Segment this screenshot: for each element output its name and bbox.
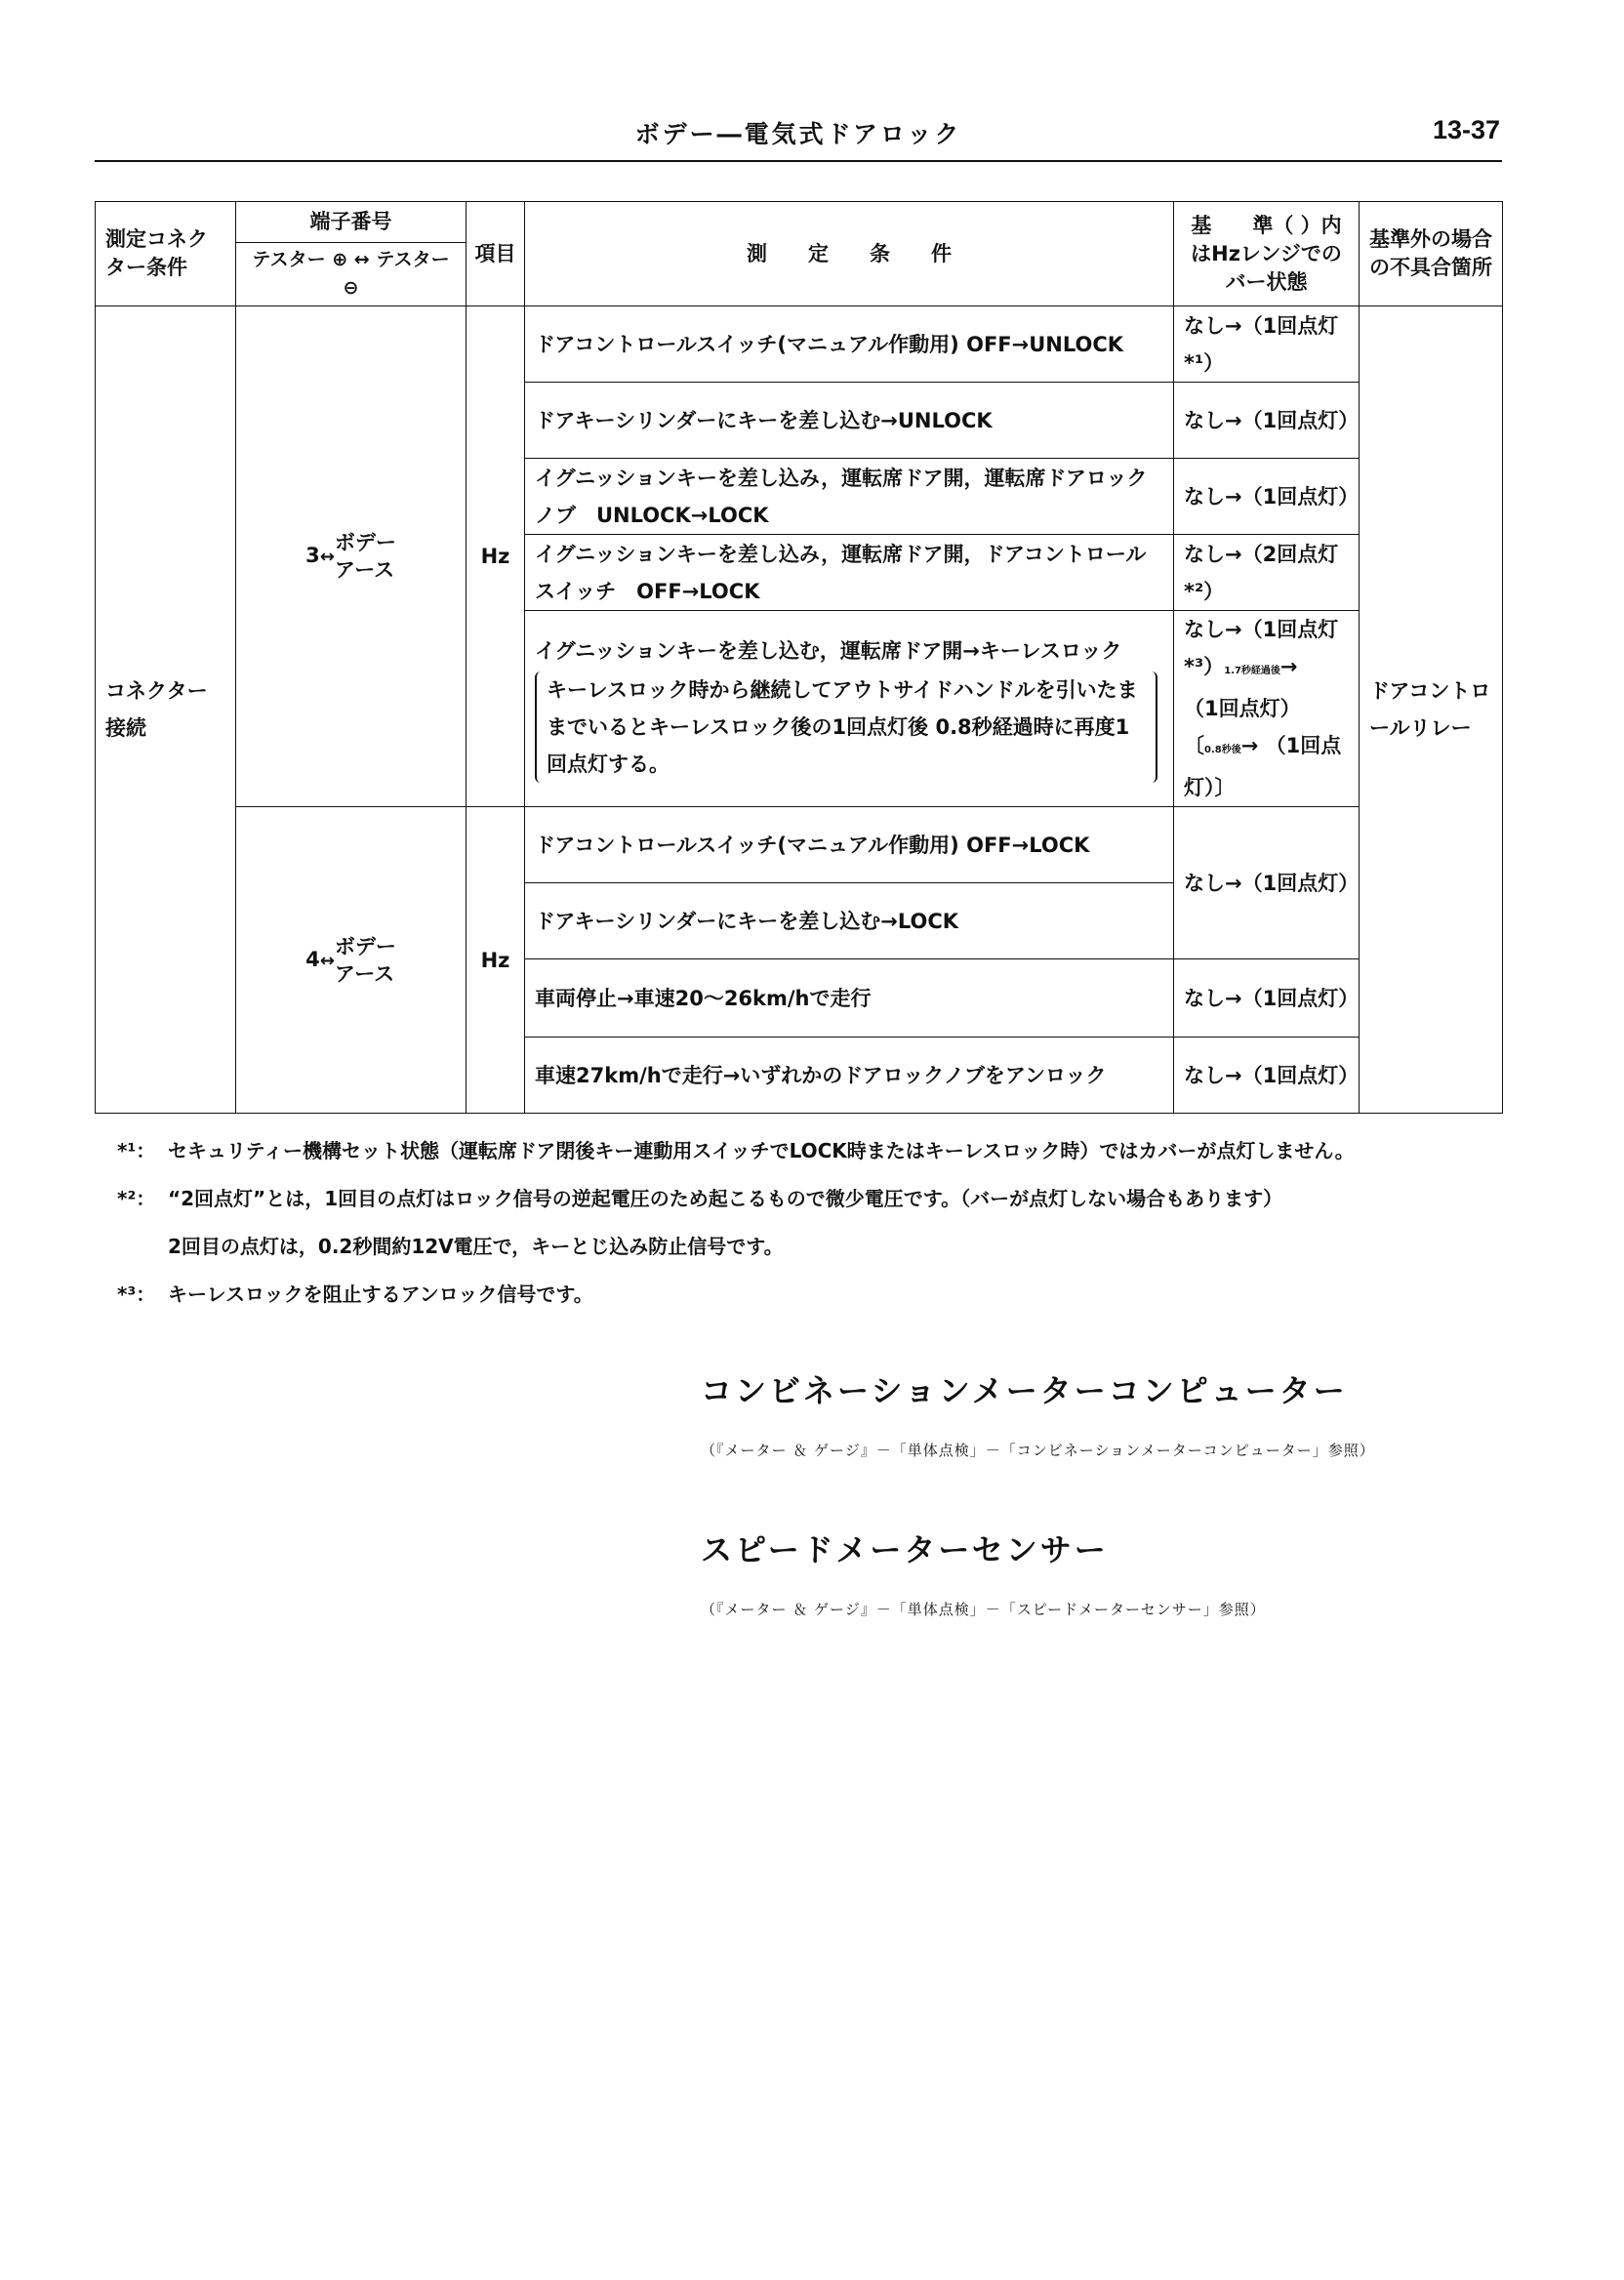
item-hz: Hz (467, 306, 525, 807)
condition-cell: イグニッションキーを差し込み，運転席ドア開，ドアコントロールスイッチ OFF→LOCK (525, 535, 1174, 611)
footnote-text: “2回点灯”とは，1回目の点灯はロック信号の逆起電圧のため起こるもので微少電圧です。（バーが点灯しない場合もあります） (168, 1187, 1283, 1210)
header-condition: 測 定 条 件 (525, 202, 1174, 306)
standard-cell: なし→（1回点灯） (1174, 459, 1360, 535)
footnote-mark: *³： (117, 1282, 156, 1306)
measurement-table (95, 201, 1503, 1114)
page-header (95, 115, 1502, 162)
header-terminal-sub: テスター ⊕ ↔ テスター ⊖ (236, 243, 467, 306)
condition-cell: 車両停止→車速20～26km/hで走行 (525, 959, 1174, 1038)
header-defect: 基準外の場合の不具合箇所 (1360, 202, 1503, 306)
item-hz: Hz (467, 807, 525, 1114)
condition-cell: ドアコントロールスイッチ(マニュアル作動用) OFF→LOCK (525, 807, 1174, 883)
connector-state: コネクター接続 (96, 306, 236, 1114)
terminal-target-line2: アース (334, 558, 395, 582)
condition-cell: ドアキーシリンダーにキーを差し込む→LOCK (525, 883, 1174, 959)
arrow-note: 1.7秒経過後 (1224, 666, 1280, 676)
footnote-mark: *¹： (117, 1139, 156, 1162)
condition-cell: 車速27km/hで走行→いずれかのドアロックノブをアンロック (525, 1038, 1174, 1114)
keyless-condition: イグニッションキーを差し込む，運転席ドア開→キーレスロック (535, 639, 1122, 663)
section-title-combination-meter: コンビネーションメーターコンピューター (701, 1372, 1348, 1409)
condition-cell: イグニッションキーを差し込み，運転席ドア開，運転席ドアロックノブ UNLOCK→LOCK (525, 459, 1174, 535)
header-connector: 測定コネクター条件 (96, 202, 236, 306)
section-title-speedometer-sensor: スピードメーターセンサー (701, 1531, 1109, 1568)
footnote-1 (117, 1127, 1513, 1175)
standard-cell: なし→（1回点灯） (1174, 383, 1360, 459)
standard-cell-shared: なし→（1回点灯） (1174, 807, 1360, 959)
terminal-number: 3 (305, 544, 320, 567)
condition-cell-keyless (525, 611, 1174, 807)
standard-cell: なし→（1回点灯） (1174, 1038, 1360, 1114)
footnote-2 (117, 1175, 1513, 1223)
terminal-3-body-earth (236, 306, 467, 807)
terminal-target-line1: ボデー (334, 531, 396, 554)
terminal-number: 4 (305, 947, 320, 971)
terminal-target-line1: ボデー (334, 934, 396, 958)
arrow-note-2: 0.8秒後 (1204, 745, 1241, 755)
header-item: 項目 (467, 202, 525, 306)
keyless-bracket-note: キーレスロック時から継続してアウトサイドハンドルを引いたままでいるとキーレスロック後の1回点灯後 0.8秒経過時に再度1回点灯する。 (535, 672, 1157, 783)
page-title: ボデー―電気式ドアロック (634, 120, 962, 148)
double-arrow-icon: ↔ (319, 547, 335, 567)
footnote-text: キーレスロックを阻止するアンロック信号です。 (168, 1282, 593, 1306)
double-arrow-icon: ↔ (319, 950, 335, 971)
footnote-3 (117, 1271, 1513, 1319)
section-reference: （『メーター ＆ ゲージ』－「単体点検」－「スピードメーターセンサー」参照） (701, 1601, 1266, 1618)
header-standard: 基 準（ ）内はHzレンジでのバー状態 (1174, 202, 1360, 306)
terminal-target-line2: アース (334, 961, 395, 986)
condition-cell: ドアキーシリンダーにキーを差し込む→UNLOCK (525, 383, 1174, 459)
header-terminal: 端子番号 (236, 202, 467, 243)
standard-cell-keyless (1174, 611, 1360, 807)
footnotes (117, 1127, 1513, 1319)
defect-location: ドアコントロールリレー (1360, 306, 1503, 1114)
standard-cell: なし→（2回点灯*²） (1174, 535, 1360, 611)
terminal-4-body-earth (236, 807, 467, 1114)
standard-cell: なし→（1回点灯*¹） (1174, 306, 1360, 383)
keyless-standard-3: 〔0.8秒後→ （1回点灯）〕 (1184, 734, 1342, 799)
condition-cell: ドアコントロールスイッチ(マニュアル作動用) OFF→UNLOCK (525, 306, 1174, 383)
section-reference: （『メーター ＆ ゲージ』－「単体点検」－「コンビネーションメーターコンピューター」参照） (701, 1442, 1375, 1459)
page-number: 13-37 (1432, 115, 1500, 144)
footnote-text: セキュリティー機構セット状態（運転席ドア閉後キー連動用スイッチでLOCK時またはキーレスロック時）ではカバーが点灯しません。 (168, 1139, 1355, 1162)
keyless-standard: なし→（1回点灯*³）1.7秒経過後→ (1184, 618, 1339, 678)
footnote-2-cont: 2回目の点灯は，0.2秒間約12V電圧で，キーとじ込み防止信号です。 (168, 1235, 784, 1258)
footnote-mark: *²： (117, 1187, 156, 1210)
keyless-standard-2: （1回点灯） (1184, 697, 1301, 720)
standard-cell: なし→（1回点灯） (1174, 959, 1360, 1038)
